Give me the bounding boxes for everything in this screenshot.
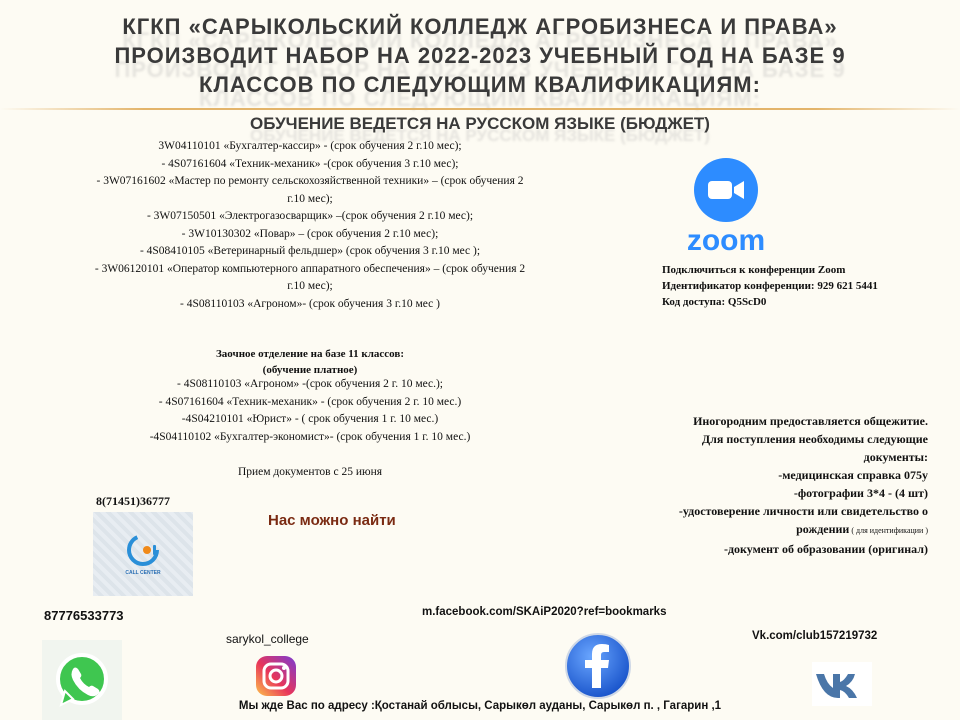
docs-line: Для поступления необходимы следующие bbox=[701, 432, 928, 446]
phone-number[interactable]: 8(71451)36777 bbox=[96, 494, 170, 508]
instagram-handle[interactable]: sarykol_college bbox=[226, 632, 309, 646]
docs-line: Иногородним предоставляется общежитие. bbox=[693, 414, 928, 428]
correspondence-heading bbox=[40, 346, 580, 378]
list-item: -4S04110102 «Бухгалтер-экономист»- (срок обучения 1 г. 10 мес.) bbox=[149, 430, 471, 443]
list-item: - 4S08410105 «Ветеринарный фельдшер» (срок обучения 3 г.10 мес ); bbox=[139, 245, 481, 257]
docs-line: -документ об образовании (оригинал) bbox=[723, 542, 928, 556]
address-line: Мы жде Вас по адресу :Қостанай облысы, Сарыкөл ауданы, Сарыкөл п. , Гагарин ,1 bbox=[238, 700, 722, 712]
correspondence-title: Заочное отделение на базе 11 классов: bbox=[215, 348, 404, 360]
list-item: - 4S07161604 «Техник-механик» - (срок обучения 2 г. 10 мес.) bbox=[158, 395, 462, 408]
docs-line: -медицинская справка 075у bbox=[778, 468, 928, 482]
list-item: - 3W07150501 «Электрогазосварщик» –(срок обучения 2 г.10 мес); bbox=[146, 210, 474, 222]
admission-date: Прием документов с 25 июня bbox=[237, 466, 383, 478]
zoom-camera-icon bbox=[694, 158, 758, 222]
list-item: - 3W07161602 «Мастер по ремонту сельскохозяйственной техники» – (срок обучения 2 bbox=[96, 175, 524, 187]
docs-line: -удостоверение личности или свидетельство о bbox=[678, 504, 928, 518]
zoom-conference-info bbox=[662, 262, 878, 310]
call-center-icon bbox=[125, 532, 161, 568]
title-line: КЛАССОВ ПО СЛЕДУЮЩИМ КВАЛИФИКАЦИЯМ: bbox=[199, 72, 761, 97]
header-divider bbox=[0, 108, 960, 110]
docs-line-text: рождении bbox=[796, 522, 850, 536]
list-item: г.10 мес); bbox=[287, 280, 333, 292]
title-line: КГКП «САРЫКОЛЬСКИЙ КОЛЛЕДЖ АГРОБИЗНЕСА И ПРАВА» bbox=[122, 14, 838, 39]
find-us-heading: Нас можно найти bbox=[268, 512, 396, 529]
zoom-wordmark: zoom bbox=[686, 224, 766, 257]
mobile-number[interactable]: 87776533773 bbox=[44, 608, 124, 623]
list-item: - 4S08110103 «Агроном» -(срок обучения 2 г. 10 мес.); bbox=[177, 378, 443, 390]
title-line: ПРОИЗВОДИТ НАБОР НА 2022-2023 УЧЕБНЫЙ ГОД НА БАЗЕ 9 bbox=[114, 43, 846, 68]
correspondence-note: (обучение платное) bbox=[262, 364, 358, 376]
list-item: -4S04210101 «Юрист» - ( срок обучения 1 г. 10 мес.) bbox=[181, 413, 439, 425]
birth-note: ( для идентификации ) bbox=[849, 526, 928, 535]
call-center-logo bbox=[93, 512, 193, 596]
list-item: г.10 мес); bbox=[287, 192, 333, 205]
list-item: 3W04110101 «Бухгалтер-кассир» - (срок обучения 2 г.10 мес); bbox=[158, 140, 462, 152]
list-item: - 4S08110103 «Агроном»- (срок обучения 3 г.10 мес ) bbox=[180, 297, 440, 310]
docs-line: документы: bbox=[863, 450, 928, 464]
list-item: - 3W10130302 «Повар» – (срок обучения 2 г.10 мес); bbox=[181, 227, 439, 240]
docs-line bbox=[600, 520, 928, 540]
facebook-icon[interactable] bbox=[562, 630, 634, 702]
call-center-label: CALL CENTER bbox=[125, 570, 161, 576]
vk-link[interactable]: Vk.com/club157219732 bbox=[752, 630, 878, 642]
zoom-logo[interactable] bbox=[676, 156, 776, 256]
required-documents bbox=[600, 412, 928, 558]
instagram-icon[interactable] bbox=[238, 654, 314, 698]
budget-qualification-list bbox=[20, 138, 600, 313]
zoom-info-line: Подключиться к конференции Zoom bbox=[662, 264, 846, 276]
zoom-info-line: Код доступа: Q5ScD0 bbox=[662, 296, 767, 308]
facebook-link[interactable]: m.facebook.com/SKAiP2020?ref=bookmarks bbox=[422, 606, 667, 618]
page-subtitle: ОБУЧЕНИЕ ВЕДЕТСЯ НА РУССКОМ ЯЗЫКЕ (БЮДЖЕТ) bbox=[250, 114, 710, 133]
list-item: - 4S07161604 «Техник-механик» -(срок обучения 3 г.10 мес); bbox=[161, 157, 459, 170]
zoom-info-line: Идентификатор конференции: 929 621 5441 bbox=[662, 280, 878, 292]
page-title bbox=[0, 12, 960, 99]
correspondence-list bbox=[40, 376, 580, 446]
list-item: - 3W06120101 «Оператор компьютерного аппаратного обеспечения» – (срок обучения 2 bbox=[94, 262, 526, 275]
docs-line: -фотографии 3*4 - (4 шт) bbox=[793, 486, 928, 500]
